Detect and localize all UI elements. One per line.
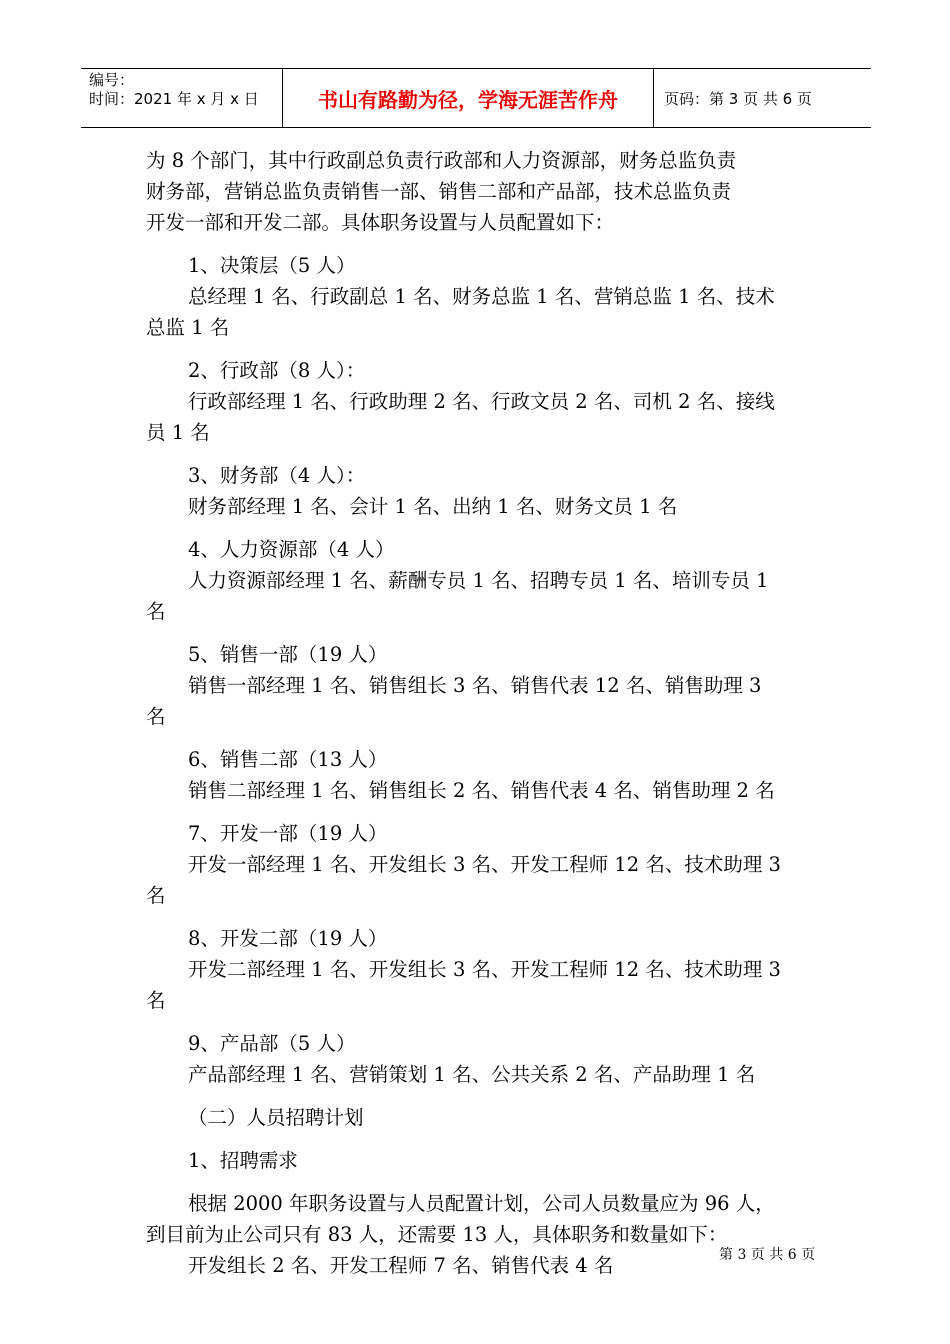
section-heading: 5、销售一部（19 人） <box>188 643 388 666</box>
section-line: 名 <box>146 705 166 728</box>
document-body <box>146 145 826 1281</box>
section-line: 财务部经理 1 名、会计 1 名、出纳 1 名、财务文员 1 名 <box>188 495 678 518</box>
section-heading: 4、人力资源部（4 人） <box>188 538 395 561</box>
section-heading: 8、开发二部（19 人） <box>188 927 388 950</box>
section-heading: 3、财务部（4 人）： <box>188 464 366 487</box>
section-line: 行政部经理 1 名、行政助理 2 名、行政文员 2 名、司机 2 名、接线 <box>188 390 775 413</box>
page-footer: 第 3 页 共 6 页 <box>719 1247 816 1263</box>
intro-line: 开发一部和开发二部。具体职务设置与人员配置如下： <box>146 211 615 234</box>
recruit-plan-title: （二）人员招聘计划 <box>188 1106 364 1129</box>
document-time-label: 时间：2021 年 x 月 x 日 <box>89 90 259 108</box>
section-line: 名 <box>146 884 166 907</box>
section-line: 人力资源部经理 1 名、薪酬专员 1 名、招聘专员 1 名、培训专员 1 <box>188 569 769 592</box>
document-number-label: 编号： <box>89 71 135 89</box>
intro-line: 为 8 个部门，其中行政副总负责行政部和人力资源部，财务总监负责 <box>146 149 737 172</box>
demand-line: 开发组长 2 名、开发工程师 7 名、销售代表 4 名 <box>188 1254 614 1277</box>
section-line: 总经理 1 名、行政副总 1 名、财务总监 1 名、营销总监 1 名、技术 <box>188 285 775 308</box>
intro-line: 财务部，营销总监负责销售一部、销售二部和产品部，技术总监负责 <box>146 180 732 203</box>
section-line: 员 1 名 <box>146 421 210 444</box>
section-heading: 7、开发一部（19 人） <box>188 822 388 845</box>
page-header <box>81 68 871 128</box>
section-heading: 9、产品部（5 人） <box>188 1032 356 1055</box>
section-heading: 6、销售二部（13 人） <box>188 748 388 771</box>
section-line: 开发二部经理 1 名、开发组长 3 名、开发工程师 12 名、技术助理 3 <box>188 958 781 981</box>
section-line: 开发一部经理 1 名、开发组长 3 名、开发工程师 12 名、技术助理 3 <box>188 853 781 876</box>
header-motto: 书山有路勤为径，学海无涯苦作舟 <box>283 69 654 127</box>
section-line: 名 <box>146 989 166 1012</box>
section-line: 销售一部经理 1 名、销售组长 3 名、销售代表 12 名、销售助理 3 <box>188 674 762 697</box>
header-page-number: 页码：第 3 页 共 6 页 <box>664 89 812 108</box>
demand-line: 根据 2000 年职务设置与人员配置计划，公司人员数量应为 96 人， <box>188 1192 775 1215</box>
section-line: 总监 1 名 <box>146 316 230 339</box>
section-line: 名 <box>146 600 166 623</box>
demand-line: 到目前为止公司只有 83 人，还需要 13 人，具体职务和数量如下： <box>146 1223 728 1246</box>
demand-title: 1、招聘需求 <box>188 1149 298 1172</box>
section-heading: 2、行政部（8 人）： <box>188 359 366 382</box>
section-line: 销售二部经理 1 名、销售组长 2 名、销售代表 4 名、销售助理 2 名 <box>188 779 775 802</box>
section-heading: 1、决策层（5 人） <box>188 254 356 277</box>
header-meta <box>81 69 283 127</box>
section-line: 产品部经理 1 名、营销策划 1 名、公共关系 2 名、产品助理 1 名 <box>188 1063 756 1086</box>
